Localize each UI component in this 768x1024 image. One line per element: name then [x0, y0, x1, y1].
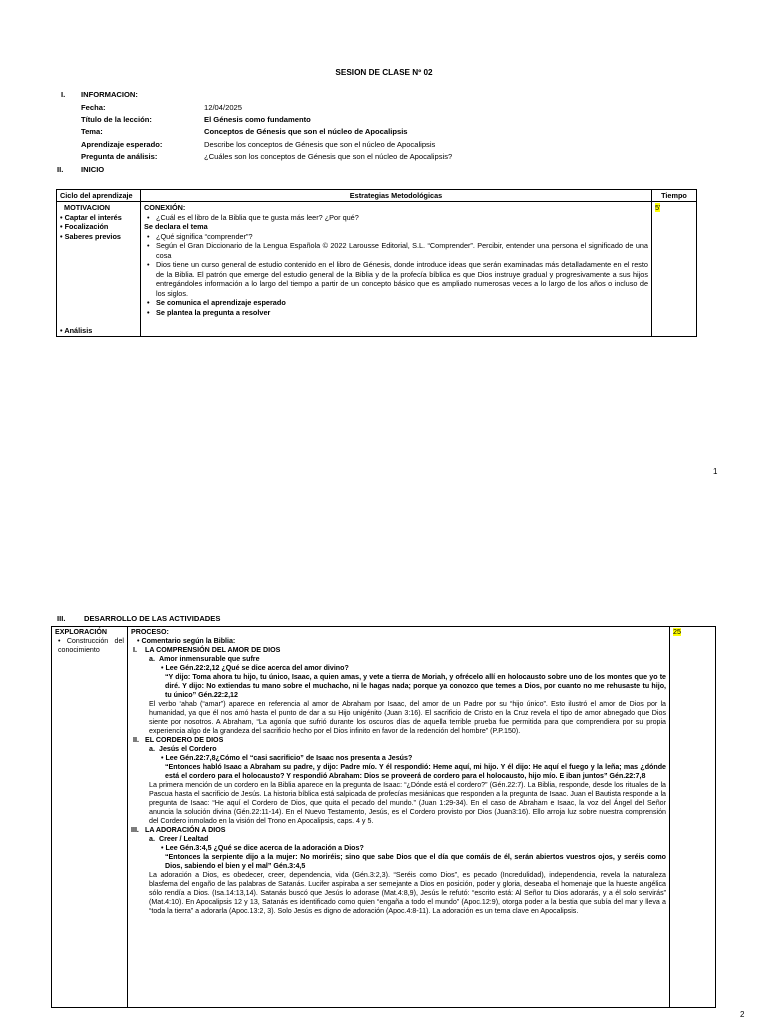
- motivacion-label: MOTIVACION: [64, 203, 111, 213]
- comunica-item: • Se comunica el aprendizaje esperado: [156, 298, 648, 307]
- plantea-item: • Se plantea la pregunta a resolver: [156, 308, 648, 317]
- section-1-number: I.: [61, 90, 66, 99]
- time-value: 5': [655, 203, 661, 213]
- desarrollo-table: [51, 626, 716, 1008]
- tiempo-cell-2: [670, 627, 716, 1008]
- captar-label: • Captar el interés: [60, 212, 122, 222]
- section-3-number: III.: [57, 614, 66, 623]
- inicio-table: [56, 189, 697, 337]
- dios-paragraph: • Dios tiene un curso general de estudio contenido en el libro de Génesis, donde introduce ideas que serán examinadas más detalladamente en el resto de la Biblia. El patrón que emerge del estudio general de la Biblia y de la profecía bíblica es que Dios instruye gradual y progresivamente a sus hijos entregándoles información a lo largo del tiempo a partir de un concepto básico que es ampliado numerosas veces a lo largo de los años o incluso de los siglos.: [156, 260, 648, 298]
- section-iii-sub: a. Creer / Lealtad: [149, 835, 209, 843]
- question-item: • ¿Cuál es el libro de la Biblia que te gusta más leer? ¿Por qué?: [156, 213, 648, 222]
- proceso-cell: [128, 627, 670, 1008]
- comentario-label: • Comentario según la Biblia:: [137, 637, 236, 645]
- section-i-quote: “Y dijo: Toma ahora tu hijo, tu único, Isaac, a quien amas, y vete a tierra de Moriah, y ofrécelo allí en holocausto sobre uno de los montes que yo te diré. Y dijo: No extiendas tu mano sobre el muchacho, ni le hagas nada; porque ya conozco que temes a Dios, por cuanto no me rehusaste tu hijo, tu único” Gén.22:2,12: [165, 673, 666, 699]
- section-iii-heading: III. LA ADORACIÓN A DIOS: [131, 826, 226, 834]
- ciclo-cell: [57, 202, 141, 337]
- section-2-number: II.: [57, 165, 64, 174]
- info-value: Conceptos de Génesis que son el núcleo de Apocalipsis: [204, 127, 408, 136]
- header-tiempo: Tiempo: [652, 190, 697, 202]
- focalizacion-label: • Focalización: [60, 222, 109, 232]
- page-number-2: 2: [740, 1010, 745, 1019]
- section-iii-text: La adoración a Dios, es obedecer, creer, dependencia, vida (Gén.3:2,3). “Seréis como Dios”, es pecado (Incredulidad), independencia, revela la naturaleza blasfema del engaño de las palabras de Satanás. Lucifer aspiraba a ser semejante a Dios en posición, poder y gloria, deseaba el homenaje que la hueste angélica sólo rendía a Dios. (Isa.14:13,14). Satanás buscó que Jesús lo adorase (Mat.4:8,9), Jesús le refutó: “escrito está: Al Señor tu Dios adorarás, y a él solo servirás” (Mat.4:10). En Apocalipsis 12 y 13, Satanás es identificado como quien “engaña a todo el mundo” (Apoc.12:9), otorga poder a la bestia que subía del mar y lleva a “toda la tierra” a adorarla (Apoc.13:2, 3). Solo Jesús es digno de adoración (Apoc.4:8-11). La adoración es un tema clave en Apocalipsis.: [149, 871, 666, 915]
- header-estrategias: Estrategias Metodológicas: [141, 190, 652, 202]
- section-ii-quote: “Entonces habló Isaac a Abraham su padre, y dijo: Padre mío. Y él respondió: Heme aquí, mi hijo. Y él dijo: He aquí el fuego y la leña; mas ¿dónde está el cordero para el holocausto? Y respondió Abraham: Dios se proveerá de cordero para el holocausto, hijo mío. E iban juntos” Gén.22:7,8: [165, 763, 666, 780]
- definition-item: • Según el Gran Diccionario de la Lengua Española © 2022 Larousse Editorial, S.L. “Comprender”. Percibir, entender una persona el significado de una cosa: [156, 241, 648, 260]
- section-ii-sub: a. Jesús el Cordero: [149, 745, 217, 753]
- saberes-list: [144, 232, 648, 317]
- time-value-2: 25: [673, 628, 681, 636]
- saberes-label: • Saberes previos: [60, 231, 121, 241]
- section-iii-lee: • Lee Gén.3:4,5 ¿Qué se dice acerca de la adoración a Dios?: [161, 844, 364, 852]
- info-value: El Génesis como fundamento: [204, 115, 311, 124]
- info-row-tema: [81, 127, 701, 139]
- construccion-label: • Construcción del conocimiento: [58, 637, 124, 654]
- tiempo-cell: [652, 202, 697, 337]
- section-i-lee: • Lee Gén.22:2,12 ¿Qué se dice acerca del amor divino?: [161, 664, 349, 672]
- page-number: 1: [713, 467, 718, 476]
- proceso-label: PROCESO:: [131, 628, 169, 636]
- exploracion-cell: [52, 627, 128, 1008]
- section-1-heading: INFORMACION:: [81, 90, 138, 99]
- section-ii-lee: • Lee Gén.22:7,8¿Cómo el “casi sacrificio” de Isaac nos presenta a Jesús?: [161, 754, 413, 762]
- info-label: Título de la lección:: [81, 115, 152, 124]
- info-row-fecha: [81, 103, 701, 115]
- info-value: ¿Cuáles son los conceptos de Génesis que son el núcleo de Apocalipsis?: [204, 152, 453, 161]
- info-label: Fecha:: [81, 103, 106, 112]
- info-label: Tema:: [81, 127, 103, 136]
- info-value: 12/04/2025: [204, 103, 243, 112]
- section-ii-heading: II. EL CORDERO DE DIOS: [133, 736, 224, 744]
- section-i-heading: I. LA COMPRENSIÓN DEL AMOR DE DIOS: [133, 646, 281, 654]
- info-row-aprendizaje: [81, 140, 701, 152]
- info-label: Pregunta de análisis:: [81, 152, 158, 161]
- section-i-sub: a. Amor inmensurable que sufre: [149, 655, 260, 663]
- info-label: Aprendizaje esperado:: [81, 140, 163, 149]
- section-i-text: El verbo ‘ahab (“amar”) aparece en referencia al amor de Abraham por Isaac, del amor de un Padre por su “hijo único”. Esto ilustró el amor de Dios por la humanidad, ya que él nos amó hasta el punto de dar a su Hijo unigénito (Juan 3:16). El sacrificio de Cristo en la Cruz revela el tipo de amor abnegado que Dios siente por nosotros. A Abraham, “La agonía que sufrió durante los oscuros días de aquella terrible prueba fue permitida para que comprendiera por su propia experiencia algo de la grandeza del sacrificio hecho por el Dios infinito en favor de la redención del hombre” (P.P.150).: [149, 700, 666, 735]
- section-iii-quote: “Entonces la serpiente dijo a la mujer: No moriréis; sino que sabe Dios que el día que comáis de él, serán abiertos vuestros ojos, y seréis como Dios, sabiendo el bien y el mal” Gén.3:4,5: [165, 853, 666, 870]
- declara-label: Se declara el tema: [144, 222, 208, 232]
- header-ciclo: Ciclo del aprendizaje: [57, 190, 141, 202]
- section-2-heading: INICIO: [81, 165, 105, 174]
- conexion-label: CONEXIÓN:: [144, 203, 186, 213]
- section-3-heading: DESARROLLO DE LAS ACTIVIDADES: [84, 614, 221, 623]
- page-title: SESION DE CLASE Nº 02: [335, 68, 433, 77]
- info-row-titulo: [81, 115, 701, 127]
- analisis-label: • Análisis: [60, 326, 93, 335]
- info-value: Describe los conceptos de Génesis que son el núcleo de Apocalipsis: [204, 140, 436, 149]
- exploracion-label: EXPLORACIÓN: [55, 628, 108, 636]
- info-row-pregunta: [81, 152, 701, 164]
- question-item: • ¿Qué significa “comprender”?: [156, 232, 648, 241]
- section-ii-text: La primera mención de un cordero en la Biblia aparece en la pregunta de Isaac: “¿Dónde está el cordero?” (Gén.22:7). La Biblia, responde, desde los rituales de la Pascua hasta el sacrificio de Jesús. La historia bíblica está salpicada de profecías mesiánicas que responden a la pregunta de Isaac. Juan el Bautista responde a la pregunta de Isaac: “He aquí el Cordero de Dios, que quita el pecado del mundo.” (Juan 1:29-34). En el caso de Abraham e Isaac, la voz del Ángel del Señor anuncia la solución divina (Gén.22:11-14). En el Nuevo Testamento, Jesús, es el Cordero provisto por Dios (Juan3:16). Ello arroja luz sobre nuestra comprensión del Cordero inmolado en la visión del Trono en Apocalipsis, caps. 4 y 5.: [149, 781, 666, 825]
- conexion-list: [144, 213, 648, 222]
- estrategias-cell: [141, 202, 652, 337]
